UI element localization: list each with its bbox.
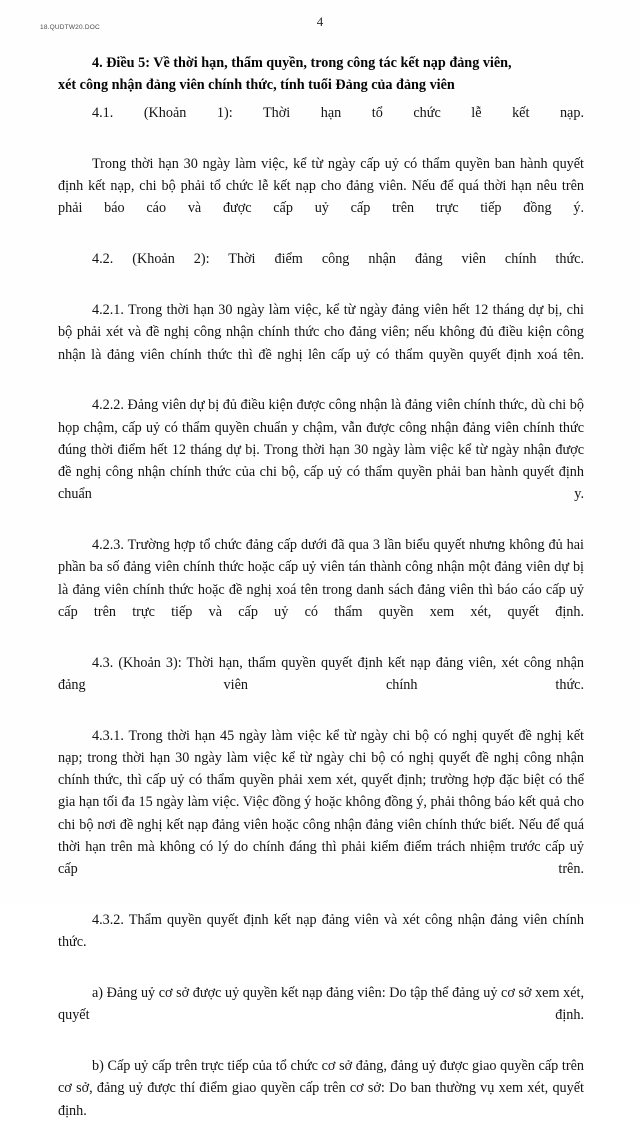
paragraph-item-a: a) Đảng uỷ cơ sở được uỷ quyền kết nạp đảng viên: Do tập thể đảng uỷ cơ sở xem xét, quyết định. (58, 985, 584, 1024)
document-body (58, 52, 584, 1144)
paragraph-4-2-2: 4.2.2. Đảng viên dự bị đủ điều kiện được công nhận là đảng viên chính thức, dù chi bộ họp chậm, cấp uỷ có thẩm quyền chuẩn y chậm, vẫn được công nhận đảng viên chính thức đúng thời điểm hết 12 tháng dự bị. Trong thời hạn 30 ngày làm việc kể từ ngày nhận được đề nghị công nhận chính thức của chi bộ, cấp uỷ có thẩm quyền phải ban hành quyết định chuẩn y. (58, 397, 584, 503)
paragraph-4-3: 4.3. (Khoản 3): Thời hạn, thẩm quyền quyết định kết nạp đảng viên, xét công nhận đảng viên chính thức. (58, 654, 584, 693)
page-number: 4 (316, 14, 324, 29)
page-title-line-2: xét công nhận đảng viên chính thức, tính tuổi Đảng của đảng viên (58, 77, 455, 93)
paragraph-item-b: b) Cấp uỷ cấp trên trực tiếp của tổ chức cơ sở đảng, đảng uỷ được giao quyền cấp trên cơ sở, đảng uỷ được thí điểm giao quyền cấp trên cơ sở: Do ban thường vụ xem xét, quyết định. (58, 1058, 584, 1119)
paragraph-4-2: 4.2. (Khoản 2): Thời điểm công nhận đảng viên chính thức. (92, 251, 584, 268)
paragraph-4-1: 4.1. (Khoản 1): Thời hạn tổ chức lễ kết nạp. (92, 105, 584, 121)
paragraph-4-2-1: 4.2.1. Trong thời hạn 30 ngày làm việc, kể từ ngày đảng viên hết 12 tháng dự bị, chi bộ phải xét và đề nghị công nhận chính thức cho đảng viên; nếu không đủ điều kiện công nhận là đảng viên chính thức thì đề nghị lên cấp uỷ có thẩm quyền quyết định xoá tên. (58, 302, 584, 363)
paragraph-4-1-body: Trong thời hạn 30 ngày làm việc, kể từ ngày cấp uỷ có thẩm quyền ban hành quyết định kết nạp, chi bộ phải tổ chức lễ kết nạp cho đảng viên. Nếu để quá thời hạn nêu trên phải báo cáo và được cấp uỷ cấp trên trực tiếp đồng ý. (58, 155, 584, 217)
paragraph-4-3-1: 4.3.1. Trong thời hạn 45 ngày làm việc kể từ ngày chi bộ có nghị quyết đề nghị kết nạp; trong thời hạn 30 ngày làm việc kể từ ngày chi bộ có nghị quyết đề nghị công nhận chính thức, thì cấp uỷ có thẩm quyền phải xem xét, quyết định; trường hợp đặc biệt có thể gia hạn tối đa 15 ngày làm việc. Việc đồng ý hoặc không đồng ý, phải thông báo kết quả cho chi bộ nơi đề nghị kết nạp đảng viên hoặc công nhận đảng viên chính thức biết. Nếu để quá thời hạn trên mà không có lý do chính đáng thì phải kiểm điểm trách nhiệm trước cấp uỷ cấp trên. (58, 727, 584, 877)
paragraph-4-3-2: 4.3.2. Thẩm quyền quyết định kết nạp đảng viên và xét công nhận đảng viên chính thức. (58, 911, 584, 951)
page-title (58, 52, 584, 96)
paragraph-4-2-3: 4.2.3. Trường hợp tổ chức đảng cấp dưới đã qua 3 lần biểu quyết nhưng không đủ hai phần ba số đảng viên chính thức hoặc cấp uỷ viên tán thành công nhận một đảng viên dự bị là đảng viên chính thức hoặc đề nghị xoá tên trong danh sách đảng viên thì báo cáo cấp uỷ cấp trên trực tiếp và cấp uỷ có thẩm quyền xem xét, quyết định. (58, 537, 584, 620)
page-title-line-1: 4. Điều 5: Về thời hạn, thẩm quyền, trong công tác kết nạp đảng viên, (92, 55, 512, 71)
document-header-id: 18.QUDTW20.DOC (40, 24, 100, 31)
